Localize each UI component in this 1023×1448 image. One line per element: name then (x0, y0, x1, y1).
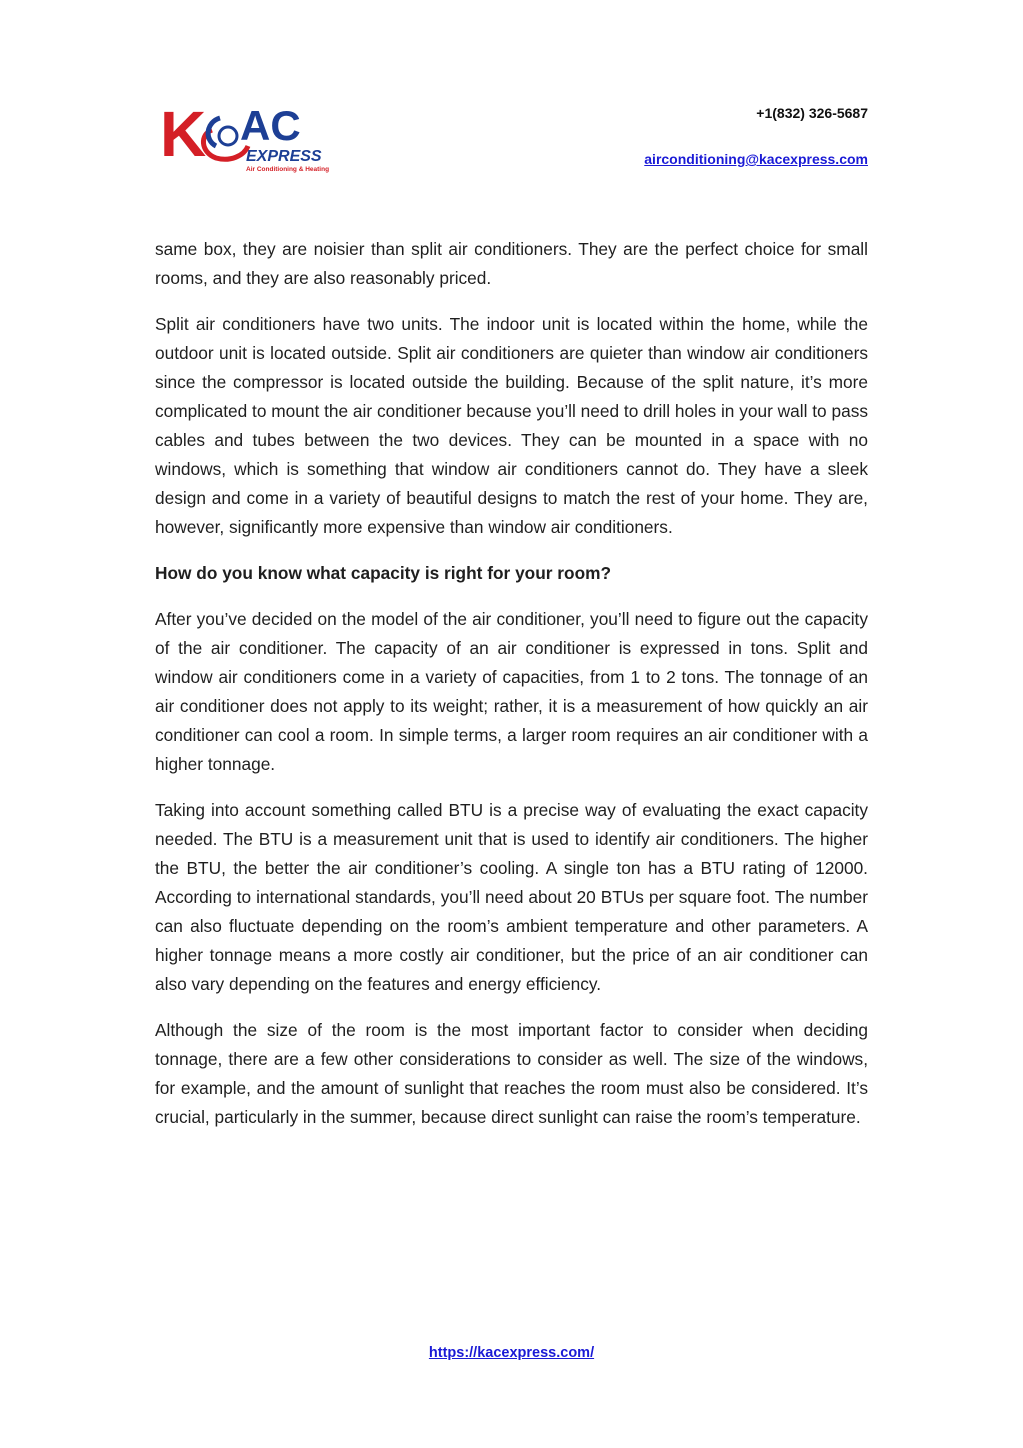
logo-letter-k: K (160, 100, 207, 170)
logo-wordmark: EXPRESS (246, 148, 322, 165)
logo-ring-icon (219, 127, 237, 145)
logo-letters-ac: AC (240, 102, 301, 149)
paragraph-5: Although the size of the room is the most important factor to consider when deciding tonnage, there are a few other considerations to consider as well. The size of the windows, for example, and the amount of sunlight that reaches the room must also be considered. It’s crucial, particularly in the summer, because direct sunlight can raise the room’s temperature. (155, 1020, 868, 1127)
page-footer (0, 1345, 1023, 1361)
section-heading: How do you know what capacity is right for your room? (155, 563, 612, 583)
logo-tagline: Air Conditioning & Heating (246, 166, 330, 173)
paragraph-4: Taking into account something called BTU is a precise way of evaluating the exact capacity needed. The BTU is a measurement unit that is used to identify air conditioners. The higher the BTU, the better the air conditioner’s cooling. A single ton has a BTU rating of 12000. According to international standards, you’ll need about 20 BTUs per square foot. The number can also fluctuate depending on the room’s ambient temperature and other parameters. A higher tonnage means a more costly air conditioner, but the price of an air conditioner can also vary depending on the features and energy efficiency. (155, 800, 868, 994)
paragraph-2: Split air conditioners have two units. The indoor unit is located within the home, while the outdoor unit is located outside. Split air conditioners are quieter than window air conditioners since the compressor is located outside the building. Because of the split nature, it’s more complicated to mount the air conditioner because you’ll need to drill holes in your wall to pass cables and tubes between the two devices. They can be mounted in a space with no windows, which is something that window air conditioners cannot do. They have a sleek design and come in a variety of beautiful designs to match the rest of your home. They are, however, significantly more expensive than window air conditioners. (155, 314, 868, 537)
company-logo (160, 100, 330, 176)
contact-block (644, 104, 868, 168)
logo-swirl-blue-icon (208, 118, 220, 146)
website-link[interactable]: https://kacexpress.com/ (428, 1345, 595, 1361)
paragraph-1: same box, they are noisier than split air conditioners. They are the perfect choice for small rooms, and they are also reasonably priced. (155, 239, 868, 288)
kac-express-logo-graphic (160, 100, 330, 176)
paragraph-3: After you’ve decided on the model of the air conditioner, you’ll need to figure out the capacity of the air conditioner. The capacity of an air conditioner is expressed in tons. Split and window air conditioners come in a variety of capacities, from 1 to 2 tons. The tonnage of an air conditioner does not apply to its weight; rather, it is a measurement of how quickly an air conditioner can cool a room. In simple terms, a larger room requires an air conditioner with a higher tonnage. (155, 609, 868, 774)
article-body (155, 235, 868, 1149)
email-link[interactable]: airconditioning@kacexpress.com (644, 151, 868, 167)
phone-number: +1(832) 326-5687 (756, 105, 868, 121)
